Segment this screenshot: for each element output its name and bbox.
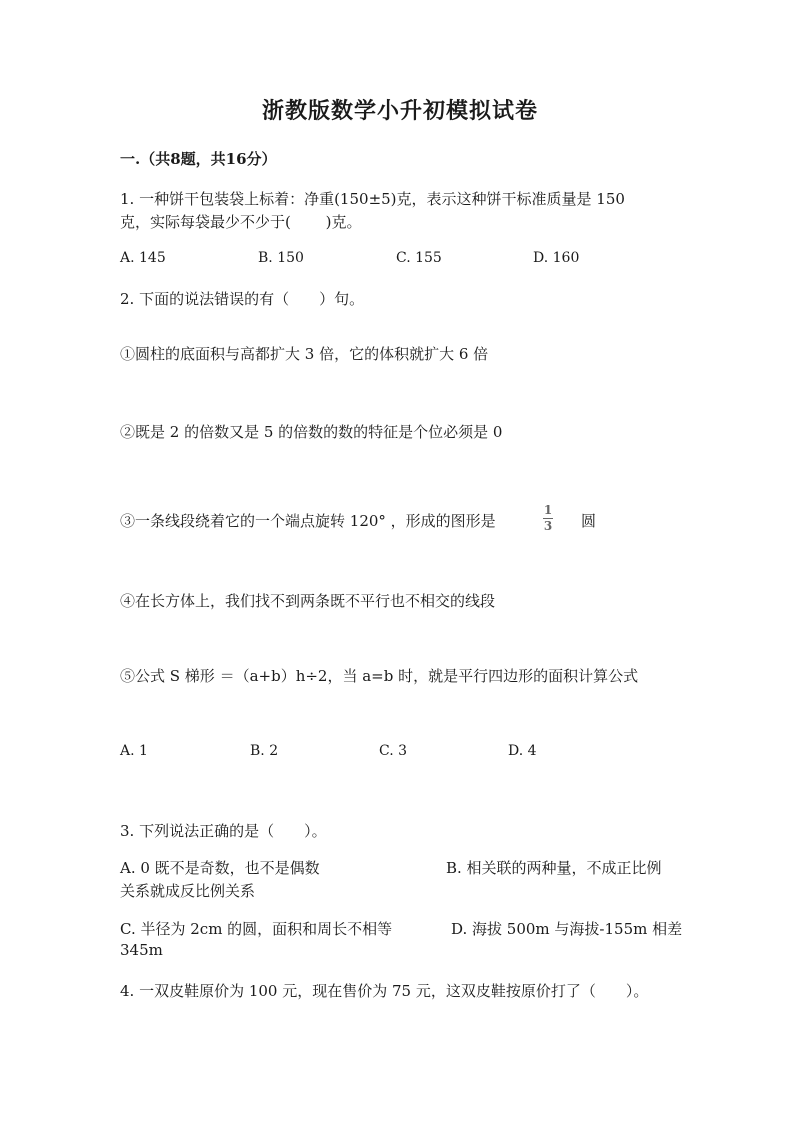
question-1-option-c: C. 155: [396, 250, 442, 266]
question-3-option-b: B. 相关联的两种量，不成正比例: [446, 859, 662, 877]
question-2-option-b: B. 2: [250, 743, 279, 759]
question-2-option-a: A. 1: [120, 743, 148, 759]
question-3-option-d: D. 海拔 500m 与海拔-155m 相差: [451, 920, 683, 938]
question-1-option-b: B. 150: [258, 250, 304, 266]
question-4-stem: 4. 一双皮鞋原价为 100 元，现在售价为 75 元，这双皮鞋按原价打了（ ）。: [120, 982, 649, 1000]
question-2-option-d: D. 4: [508, 743, 537, 759]
fraction-one-third: [543, 504, 553, 533]
question-3-option-d-continued: 345m: [120, 941, 163, 959]
question-2-statement-4: ④在长方体上，我们找不到两条既不平行也不相交的线段: [120, 592, 496, 610]
question-3-stem: 3. 下列说法正确的是（ ）。: [120, 822, 327, 840]
question-2-statement-3-text: ③一条线段绕着它的一个端点旋转 120° ，形成的图形是: [120, 512, 496, 530]
question-3-option-a: A. 0 既不是奇数，也不是偶数: [120, 859, 320, 877]
question-3-option-c: C. 半径为 2cm 的圆，面积和周长不相等: [120, 920, 393, 938]
question-2-statement-3-suffix: 圆: [581, 512, 597, 530]
question-2-statement-2: ②既是 2 的倍数又是 5 的倍数的数的特征是个位必须是 0: [120, 423, 503, 441]
fraction-denominator: 3: [543, 519, 553, 533]
fraction-numerator: 1: [543, 503, 553, 517]
question-2-option-c: C. 3: [379, 743, 408, 759]
question-2-stem: 2. 下面的说法错误的有（ ）句。: [120, 290, 365, 308]
question-3-option-b-continued: 关系就成反比例关系: [120, 882, 256, 900]
question-1-line-2: 克，实际每袋最少不少于( )克。: [120, 213, 362, 231]
page-title: 浙教版数学小升初模拟试卷: [261, 98, 538, 124]
section-heading: 一.（共8题，共16分）: [120, 150, 277, 168]
question-1-option-d: D. 160: [533, 250, 580, 266]
question-2-statement-5: ⑤公式 S 梯形 ＝（a+b）h÷2，当 a=b 时，就是平行四边形的面积计算公式: [120, 667, 639, 685]
question-1-option-a: A. 145: [120, 250, 166, 266]
question-1-line-1: 1. 一种饼干包装袋上标着：净重(150±5)克，表示这种饼干标准质量是 150: [120, 190, 625, 208]
question-2-statement-1: ①圆柱的底面积与高都扩大 3 倍，它的体积就扩大 6 倍: [120, 345, 489, 363]
